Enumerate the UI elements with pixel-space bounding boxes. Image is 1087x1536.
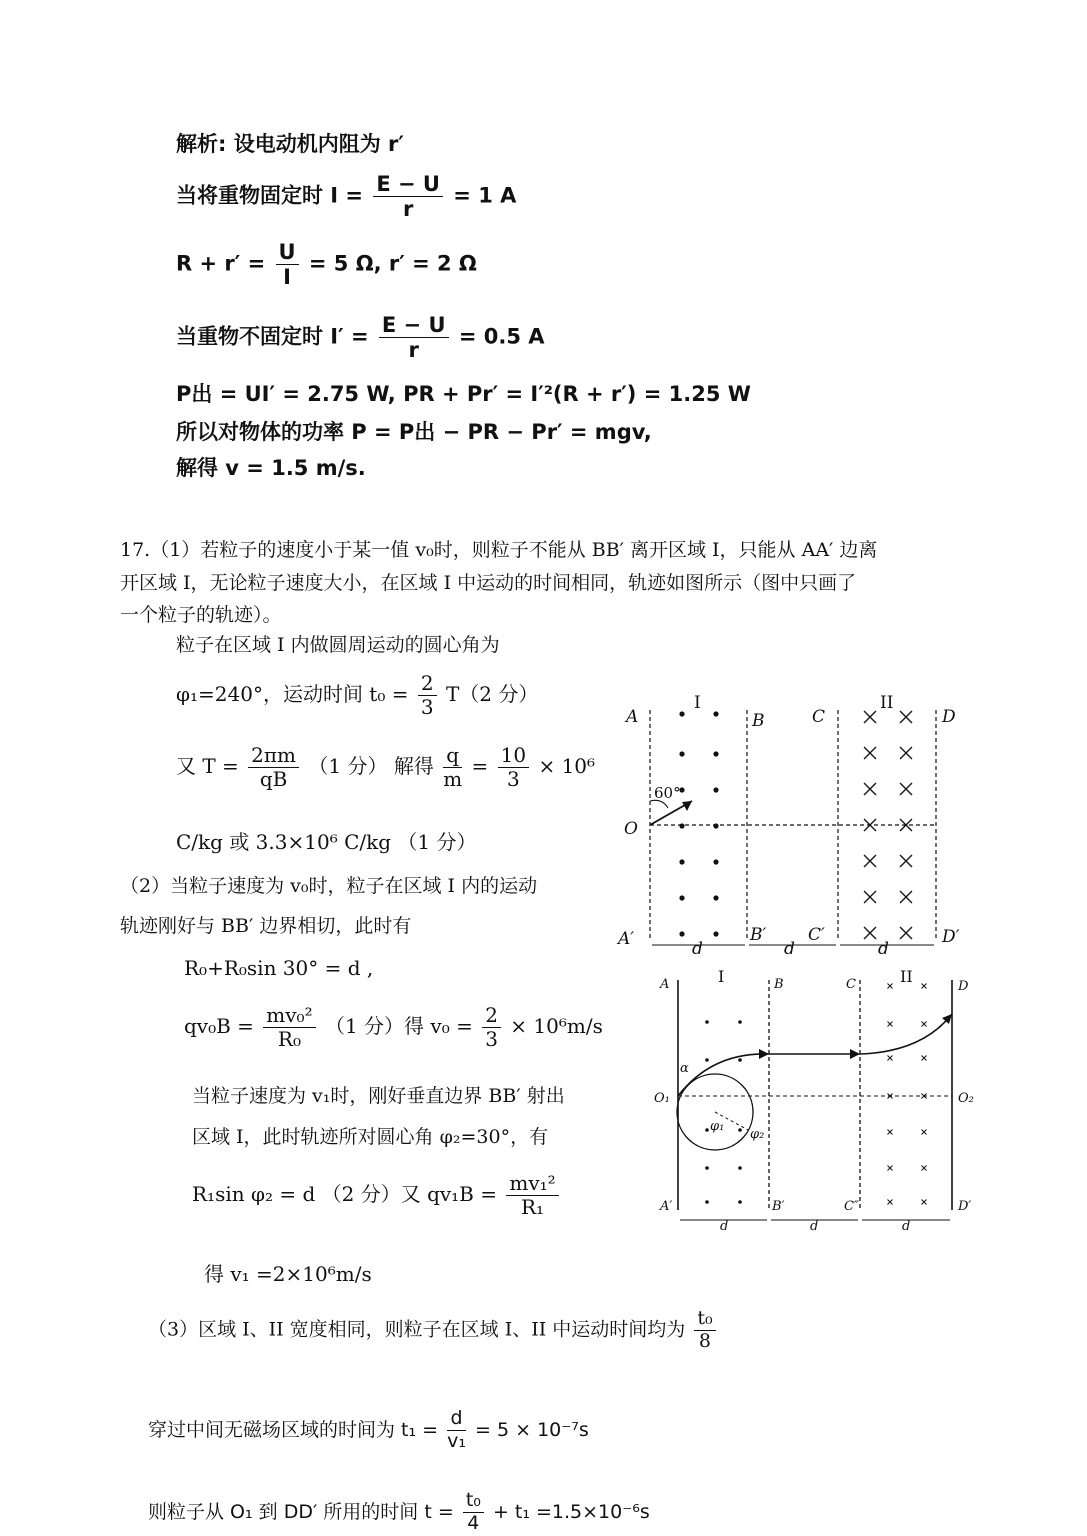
field-dot: [713, 787, 718, 792]
sol16-line3-rhs: = 5 Ω, r′ = 2 Ω: [308, 251, 477, 276]
sol17-p11-mid: （1 分）得 v₀ =: [324, 1014, 473, 1038]
sol17-p13: 区域 I，此时轨迹所对圆心角 φ₂=30°，有: [192, 1126, 549, 1148]
sol17-p10: R₀+R₀sin 30° = d ,: [184, 956, 374, 980]
field-dot: [738, 1020, 742, 1024]
field-cross: [888, 1166, 893, 1171]
field-dot: [713, 895, 718, 900]
field-cross: [864, 891, 876, 903]
denominator: 4: [467, 1511, 480, 1534]
sol17-p6-rhs: × 10⁶: [538, 754, 596, 778]
field-dot: [705, 1200, 709, 1204]
label-D: D: [942, 707, 956, 727]
field-dot: [738, 1200, 742, 1204]
label-A-prime: A′: [660, 1199, 673, 1214]
numerator: mv₁²: [506, 1172, 558, 1196]
field-dot: [738, 1128, 742, 1132]
field-cross: [900, 783, 912, 795]
denominator: 3: [507, 767, 520, 791]
fraction: [443, 744, 462, 791]
field-dot: [713, 823, 718, 828]
sol17-p16: [148, 1308, 719, 1353]
field-cross: [900, 891, 912, 903]
sol16-line4: [176, 313, 545, 362]
field-cross: [900, 927, 912, 939]
sol17-p6-mid: （1 分） 解得: [308, 754, 434, 778]
sol16-line3-lhs: R + r′ =: [176, 251, 266, 276]
field-cross: [888, 1200, 893, 1205]
label-B: B: [774, 977, 784, 992]
sol17-p17-lhs: 穿过中间无磁场区域的时间为 t₁ =: [148, 1418, 439, 1441]
sol16-line2-rhs: = 1 A: [453, 183, 517, 208]
field-cross: [900, 747, 912, 759]
sol17-p11: [184, 1004, 603, 1051]
field-dot: [705, 1166, 709, 1170]
label-phi2: φ₂: [750, 1127, 765, 1142]
sol16-line5: P出 = UI′ = 2.75 W, PR + Pr′ = I′²(R + r′) = 1.25 W: [176, 382, 751, 406]
label-d-1: d: [692, 939, 703, 958]
field-cross: [864, 747, 876, 759]
field-cross: [922, 984, 927, 989]
denominator: I: [283, 265, 291, 290]
denominator: 3: [485, 1027, 498, 1051]
field-cross: [922, 1022, 927, 1027]
arrow-head-icon: [759, 1049, 769, 1059]
region-I-dots: [705, 1020, 742, 1204]
denominator: r: [402, 197, 414, 222]
sol16-line2: [176, 172, 516, 221]
sol16-line6: 所以对物体的功率 P = P出 − PR − Pr′ = mgv,: [176, 420, 652, 444]
fraction: [694, 1308, 715, 1353]
denominator: r: [408, 338, 419, 363]
field-cross: [888, 1022, 893, 1027]
fraction: [498, 744, 529, 791]
field-cross: [900, 711, 912, 723]
sol17-p17-rhs: = 5 × 10⁻⁷s: [475, 1418, 589, 1441]
field-cross: [888, 984, 893, 989]
fraction: [463, 1490, 484, 1535]
label-phi1: φ₁: [710, 1119, 725, 1134]
label-D: D: [958, 979, 969, 994]
numerator: E − U: [379, 313, 449, 338]
numerator: t₀: [694, 1308, 715, 1331]
field-dot: [679, 823, 684, 828]
label-C: C: [812, 707, 826, 727]
sol17-p9: 轨迹刚好与 BB′ 边界相切，此时有: [120, 915, 412, 937]
sol16-line7: 解得 v = 1.5 m/s.: [176, 456, 366, 480]
sol17-p18-rhs: + t₁ =1.5×10⁻⁶s: [492, 1500, 650, 1523]
sol16-line4-rhs: = 0.5 A: [458, 324, 545, 349]
label-d-2: d: [784, 939, 795, 958]
field-cross: [900, 855, 912, 867]
label-C-double-prime: C″: [844, 1199, 859, 1214]
label-B-prime: B′: [750, 925, 767, 945]
label-D-prime: D′: [942, 927, 960, 947]
region-I-dots: [679, 711, 718, 936]
fraction: [379, 313, 449, 362]
fraction: [373, 172, 443, 221]
sol17-p5: [176, 672, 538, 719]
label-B-prime: B′: [772, 1199, 785, 1214]
label-A-prime: A′: [618, 929, 635, 949]
sol17-p5-lhs: φ₁=240°，运动时间 t₀ =: [176, 682, 409, 706]
sol17-p4: 粒子在区域 I 内做圆周运动的圆心角为: [176, 634, 500, 656]
sol17-p11-lhs: qv₀B =: [184, 1014, 254, 1038]
trajectory-path: [678, 1014, 952, 1096]
field-dot: [679, 931, 684, 936]
field-cross: [864, 855, 876, 867]
sol17-p5-rhs: T（2 分）: [445, 682, 539, 706]
sol17-p1: 17.（1）若粒子的速度小于某一值 v₀时，则粒子不能从 BB′ 离开区域 I，只能从 AA′ 边离: [120, 539, 878, 561]
field-cross: [864, 927, 876, 939]
label-region-I: I: [694, 693, 701, 713]
sol16-line1: 解析: 设电动机内阻为 r′: [176, 132, 404, 156]
numerator: d: [447, 1408, 466, 1431]
field-cross: [922, 1056, 927, 1061]
label-O2: O₂: [958, 1091, 974, 1106]
sol17-p18: [148, 1490, 650, 1535]
field-cross: [888, 1056, 893, 1061]
field-dot: [705, 1020, 709, 1024]
equals-sign: =: [471, 754, 489, 778]
sol17-p2: 开区域 I，无论粒子速度大小，在区域 I 中运动的时间相同，轨迹如图所示（图中只画了: [120, 572, 857, 594]
sol17-p3: 一个粒子的轨迹）。: [120, 604, 282, 626]
sol16-line4-lhs: 当重物不固定时 I′ =: [176, 324, 369, 349]
label-O1: O₁: [654, 1091, 670, 1106]
label-region-I: I: [718, 970, 725, 986]
sol17-p16-text: （3）区域 I、II 宽度相同，则粒子在区域 I、II 中运动时间均为: [148, 1318, 686, 1341]
figure-2-trajectory: [652, 970, 984, 1232]
arrow-head-icon: [850, 1049, 860, 1059]
denominator: R₀: [277, 1027, 301, 1051]
fraction: [482, 1004, 501, 1051]
region-II-crosses: [888, 984, 927, 1205]
numerator: E − U: [373, 172, 443, 197]
figure-1-magnetic-regions: [612, 690, 984, 958]
field-dot: [738, 1058, 742, 1062]
label-region-II: II: [900, 970, 913, 986]
numerator: 10: [498, 744, 529, 768]
field-dot: [705, 1128, 709, 1132]
sol16-line3: [176, 240, 477, 289]
sol17-p11-rhs: × 10⁶m/s: [510, 1014, 603, 1038]
sol17-p6: [176, 744, 595, 791]
label-alpha: α: [680, 1061, 689, 1076]
label-angle: 60°: [654, 784, 681, 802]
label-region-II: II: [880, 693, 894, 713]
sol17-p7: C/kg 或 3.3×10⁶ C/kg （1 分）: [176, 830, 477, 854]
label-d-1: d: [720, 1219, 729, 1232]
field-cross: [922, 1130, 927, 1135]
numerator: U: [276, 240, 299, 265]
numerator: q: [443, 744, 462, 768]
fraction: [263, 1004, 315, 1051]
sol17-p6-lhs: 又 T =: [176, 754, 239, 778]
denominator: 8: [698, 1329, 711, 1352]
field-dot: [738, 1166, 742, 1170]
denominator: qB: [259, 767, 288, 791]
numerator: 2: [418, 672, 437, 696]
sol17-p15: 得 v₁ =2×10⁶m/s: [204, 1262, 372, 1286]
field-dot: [713, 931, 718, 936]
denominator: R₁: [520, 1195, 545, 1219]
field-dot: [679, 711, 684, 716]
sol17-p12: 当粒子速度为 v₁时，刚好垂直边界 BB′ 射出: [192, 1085, 565, 1107]
numerator: mv₀²: [263, 1004, 315, 1028]
field-cross: [864, 711, 876, 723]
label-A: A: [660, 977, 670, 992]
label-A: A: [626, 707, 639, 727]
field-dot: [713, 859, 718, 864]
sol17-p14-lhs: R₁sin φ₂ = d （2 分）又 qv₁B =: [192, 1182, 497, 1206]
denominator: v₁: [447, 1429, 466, 1452]
numerator: 2πm: [248, 744, 299, 768]
label-D-prime: D′: [958, 1199, 972, 1214]
denominator: 3: [420, 695, 434, 719]
fraction: [447, 1408, 466, 1453]
label-C-prime: C′: [808, 925, 825, 945]
field-dot: [679, 751, 684, 756]
fraction: [418, 672, 437, 719]
field-dot: [679, 895, 684, 900]
numerator: t₀: [463, 1490, 484, 1513]
sol16-line2-lhs: 当将重物固定时 I =: [176, 183, 364, 208]
field-cross: [864, 783, 876, 795]
sol17-p8: （2）当粒子速度为 v₀时，粒子在区域 I 内的运动: [120, 875, 538, 897]
label-d-2: d: [810, 1219, 819, 1232]
field-cross: [922, 1200, 927, 1205]
label-C: C: [846, 977, 856, 992]
label-d-3: d: [902, 1219, 911, 1232]
field-cross: [888, 1130, 893, 1135]
numerator: 2: [482, 1004, 501, 1028]
fraction: [248, 744, 299, 791]
sol17-p17: [148, 1408, 589, 1453]
denominator: m: [443, 767, 463, 791]
label-d-3: d: [878, 939, 889, 958]
field-dot: [705, 1058, 709, 1062]
label-O: O: [624, 819, 638, 839]
fraction: [506, 1172, 558, 1219]
fraction: [276, 240, 299, 289]
field-cross: [922, 1166, 927, 1171]
field-dot: [713, 751, 718, 756]
field-dot: [713, 711, 718, 716]
sol17-p14: [192, 1172, 562, 1219]
sol17-p18-lhs: 则粒子从 O₁ 到 DD′ 所用的时间 t =: [148, 1500, 454, 1523]
label-B: B: [752, 711, 765, 731]
field-dot: [679, 859, 684, 864]
